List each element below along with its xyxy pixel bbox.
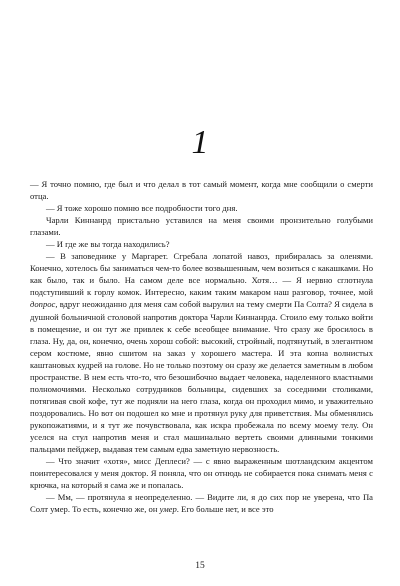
paragraph (30, 491, 373, 515)
emphasized-text: умер (159, 504, 177, 515)
paragraph-text: — Я точно помню, где был и что делал в тот самый момент, когда мне сообщили о смерти отца. (30, 179, 373, 202)
emphasized-text: допрос (30, 299, 56, 310)
paragraph-text: Чарли Киннанрд пристально уставился на меня своими пронзительно голубыми глазами. (30, 215, 373, 238)
paragraph (30, 455, 373, 491)
paragraph-text: — Что значит «хотя», мисс Деплеси? — с явно выраженным шотландским акцентом поинтересовался у меня доктор. Я поняла, что он отнюдь не собирается пока снимать меня с крючка, на который я сама же и попалась. (30, 456, 373, 491)
paragraph (30, 178, 373, 202)
paragraph (30, 250, 373, 455)
paragraph-text: — Я тоже хорошо помню все подробности того дня. (46, 203, 238, 214)
paragraph-text: , вдруг неожиданно для меня сам собой вырулил на тему смерти Па Солта? Я сидела в душной больничной столовой напротив доктора Чарли Киннанрда. Стоило ему только войти в помещение, и он тут же привлек к себе всеобщее внимание. Что сразу же бросилось в глаза. Ну, да, он, конечно, очень хорош собой: высокий, стройный, подтянутый, в элегантном сером костюме, явно сшитом на заказ у хорошего мастера. И эта копна волнистых каштановых кудрей на голове. Но не только поэтому он сразу же делается заметным в любом пространстве. В нем есть что-то, что безошибочно выдает человека, наделенного властными полномочиями. Несколько сотрудников больницы, сидевших за соседними столиками, потягивая свой кофе, тут же подняли на него глаза, когда он проходил мимо, и уважительно поздоровались. Но вот он подошел ко мне и протянул руку для приветствия. Мы обменялись рукопожатиями, и я тут же почувствовала, как искра пробежала по всему моему телу. Он уселся на стул напротив меня и стал машинально вертеть своими длинными тонкими пальцами пейджер, выдавая тем самым едва заметную нервозность. (30, 299, 373, 455)
paragraph-text: — И где же вы тогда находились? (46, 239, 170, 250)
paragraph (30, 238, 373, 250)
paragraph (30, 202, 373, 214)
paragraph (30, 214, 373, 238)
paragraph-text: — В заповеднике у Маргарет. Сгребала лопатой навоз, прибиралась за оленями. Конечно, хотелось бы заниматься чем-то более возвышенным, чем возиться с какашками. Но как было, так и было. На самом деле все нормально. Хотя… — Я нервно сглотнула подступивший к горлу комок. Интересно, каким таким макаром наш разговор, точнее, мой (30, 251, 373, 298)
paragraph-text: — Мм, — протянула я неопределенно. — Видите ли, я до сих пор не уверена, что Па Солт умер. То есть, конечно же, он (30, 492, 373, 515)
chapter-body-text (30, 178, 373, 515)
paragraph-text: . Его больше нет, и все это (176, 504, 274, 515)
chapter-number: 1 (191, 124, 209, 161)
page-number: 15 (195, 561, 205, 571)
